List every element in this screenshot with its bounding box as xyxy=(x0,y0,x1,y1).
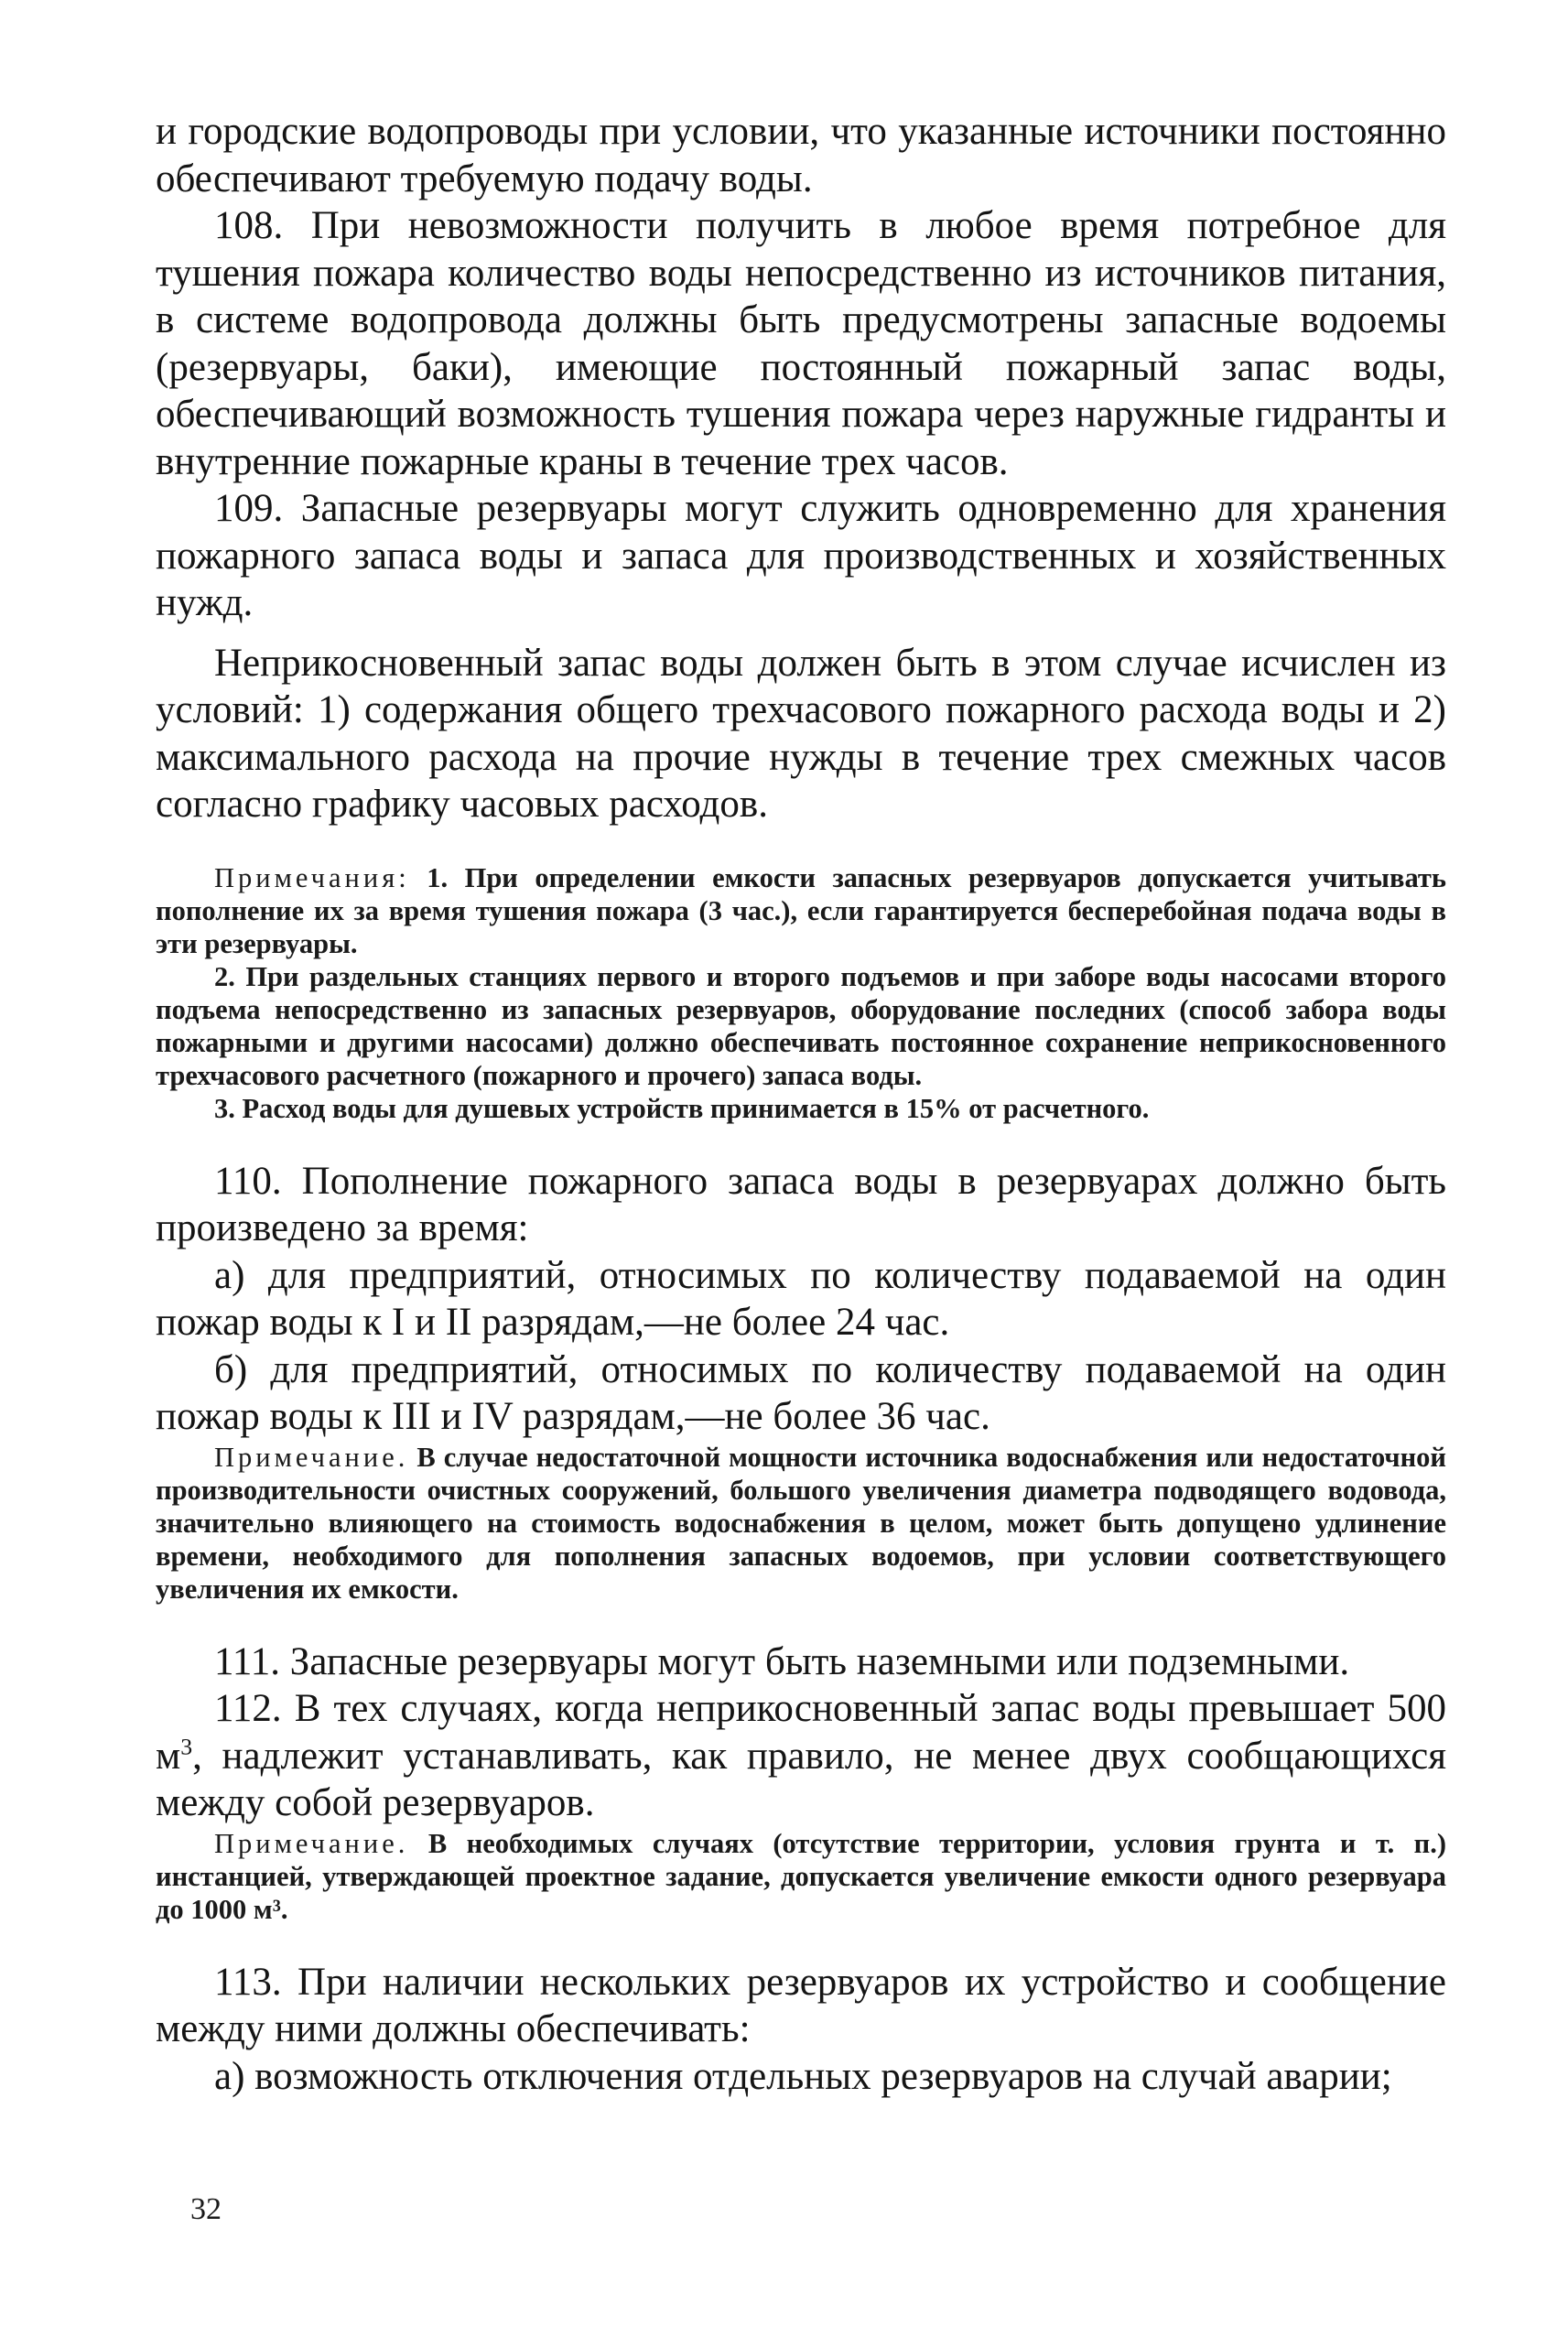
clause-112 xyxy=(156,1685,1446,1827)
note-112-label: Примечание. xyxy=(214,1827,409,1859)
clause-113-a: а) возможность отключения отдельных резервуаров на случай аварии; xyxy=(214,2054,1392,2098)
note-109-1 xyxy=(156,861,1446,960)
intro-paragraph: и городские водопроводы при условии, что указанные источники постоянно обеспечивают требуемую подачу воды. xyxy=(156,110,1446,200)
notes-109 xyxy=(156,861,1446,1125)
clause-112-start: 112. В тех случаях, когда неприкосновенный запас воды превышает 500 м xyxy=(156,1687,1446,1778)
clause-110-b: б) для предприятий, относимых по количеству подаваемой на один пожар воды к III и IV разрядам,—не более 36 час. xyxy=(156,1347,1446,1438)
note-112 xyxy=(156,1827,1446,1926)
clause-113: 113. При наличии нескольких резервуаров их устройство и сообщение между ними должны обеспечивать: xyxy=(156,1960,1446,2050)
note-109-3: 3. Расход воды для душевых устройств принимается в 15% от расчетного. xyxy=(214,1092,1150,1124)
page-number: 32 xyxy=(190,2192,222,2226)
clause-109-reserve: Неприкосновенный запас воды должен быть в этом случае исчислен из условий: 1) содержания общего трехчасового пожарного расхода воды и 2) максимального расхода на прочие нужды в течение трех смежных часов согласно графику часовых расходов. xyxy=(156,641,1446,826)
note-110-text: В случае недостаточной мощности источника водоснабжения или недостаточной производительности очистных сооружений, большого увеличения диаметра подводящего водовода, значительно влияющего на стоимость водоснабжения в целом, может быть допущено удлинение времени, необходимого для пополнения запасных водоемов, при условии соответствующего увеличения их емкости. xyxy=(156,1441,1446,1605)
clause-109: 109. Запасные резервуары могут служить одновременно для хранения пожарного запаса воды и запаса для производственных и хозяйственных нужд. xyxy=(156,487,1446,624)
note-109-2: 2. При раздельных станциях первого и второго подъемов и при заборе воды насосами второго подъема непосредственно из запасных резервуаров, оборудование последних (способ забора воды пожарными и другими насосами) должно обеспечивать постоянное сохранение неприкосновенного трехчасового расчетного (пожарного и прочего) запаса воды. xyxy=(156,960,1446,1091)
note-112-text: В необходимых случаях (отсутствие территории, условия грунта и т. п.) инстанцией, утверждающей проектное задание, допускается увеличение емкости одного резервуара до 1000 м³. xyxy=(156,1827,1447,1925)
note-109-1-text: 1. При определении емкости запасных резервуаров допускается учитывать пополнение их за время тушения пожара (3 час.), если гарантируется бесперебойная подача воды в эти резервуары. xyxy=(156,861,1447,959)
clause-112-end: , надлежит устанавливать, как правило, не менее двух сообщающихся между собой резервуаров. xyxy=(156,1734,1446,1824)
clause-108: 108. При невозможности получить в любое время потребное для тушения пожара количество воды непосредственно из источников питания, в системе водопровода должны быть предусмотрены запасные водоемы (резервуары, баки), имеющие постоянный пожарный запас воды, обеспечивающий возможность тушения пожара через наружные гидранты и внутренние пожарные краны в течение трех часов. xyxy=(156,204,1446,483)
clause-110-a: а) для предприятий, относимых по количеству подаваемой на один пожар воды к I и II разрядам,—не более 24 час. xyxy=(156,1253,1446,1344)
note-110 xyxy=(156,1441,1446,1606)
clause-111: 111. Запасные резервуары могут быть наземными или подземными. xyxy=(214,1639,1350,1683)
clause-112-sup: 3 xyxy=(180,1733,193,1760)
notes-label: Примечания: xyxy=(214,861,410,893)
page-text xyxy=(156,108,1446,2100)
note-110-label: Примечание. xyxy=(214,1441,409,1473)
clause-110: 110. Пополнение пожарного запаса воды в резервуарах должно быть произведено за время: xyxy=(156,1159,1446,1249)
